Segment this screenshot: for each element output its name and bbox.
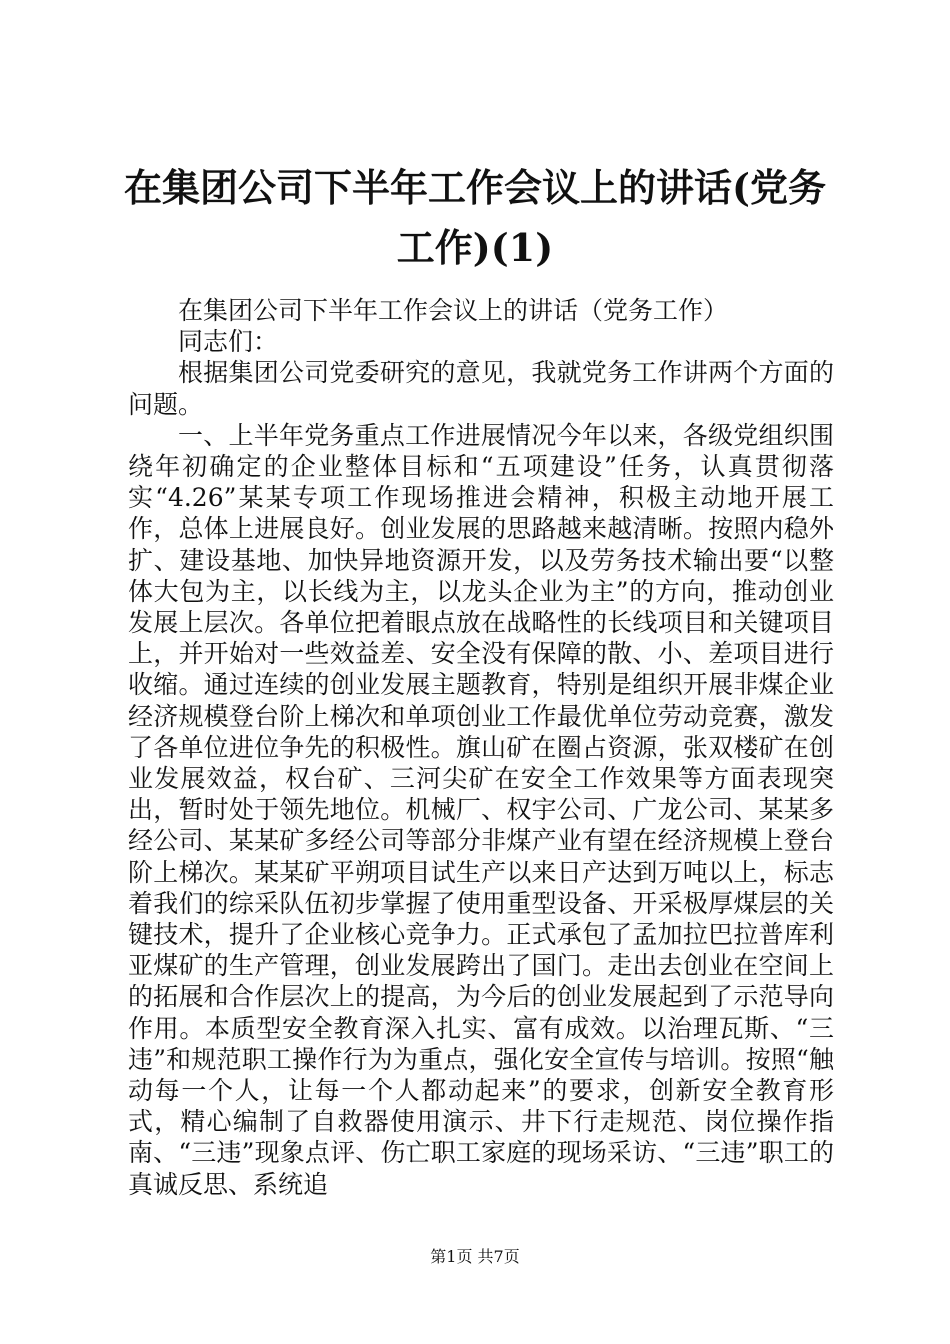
document-body <box>128 295 834 1200</box>
heading-line: 在集团公司下半年工作会议上的讲话（党务工作） <box>178 296 729 325</box>
salutation: 同志们： <box>178 327 279 357</box>
intro-paragraph: 根据集团公司党委研究的意见，我就党务工作讲两个方面的问题。 <box>128 358 834 419</box>
page-number: 第1页 共7页 <box>430 1247 520 1266</box>
body-paragraph: 一、上半年党务重点工作进展情况今年以来，各级党组织围绕年初确定的企业整体目标和“五项建设”任务，认真贯彻落实“4.26”某某专项工作现场推进会精神，积极主动地开展工作，总体上进展良好。创业发展的思路越来越清晰。按照内稳外扩、建设基地、加快异地资源开发，以及劳务技术输出要“以整体大包为主，以长线为主，以龙头企业为主”的方向，推动创业发展上层次。各单位把着眼点放在战略性的长线项目和关键项目上，并开始对一些效益差、安全没有保障的散、小、差项目进行收缩。通过连续的创业发展主题教育，特别是组织开展非煤企业经济规模登台阶上梯次和单项创业工作最优单位劳动竞赛，激发了各单位进位争先的积极性。旗山矿在圈占资源，张双楼矿在创业发展效益，权台矿、三河尖矿在安全工作效果等方面表现突出，暂时处于领先地位。机械厂、权宇公司、广龙公司、某某多经公司、某某矿多经公司等部分非煤产业有望在经济规模上登台阶上梯次。某某矿平朔项目试生产以来日产达到万吨以上，标志着我们的综采队伍初步掌握了使用重型设备、开采极厚煤层的关键技术，提升了企业核心竞争力。正式承包了孟加拉巴拉普库利亚煤矿的生产管理，创业发展跨出了国门。走出去创业在空间上的拓展和合作层次上的提高，为今后的创业发展起到了示范导向作用。本质型安全教育深入扎实、富有成效。以治理瓦斯、“三违”和规范职工操作行为为重点，强化安全宣传与培训。按照“触动每一个人，让每一个人都动起来”的要求，创新安全教育形式，精心编制了自救器使用演示、井下行走规范、岗位操作指南、“三违”现象点评、伤亡职工家庭的现场采访、“三违”职工的真诚反思、系统追 <box>128 420 834 1199</box>
document-title: 在集团公司下半年工作会议上的讲话(党务工作)(1) <box>124 165 826 270</box>
